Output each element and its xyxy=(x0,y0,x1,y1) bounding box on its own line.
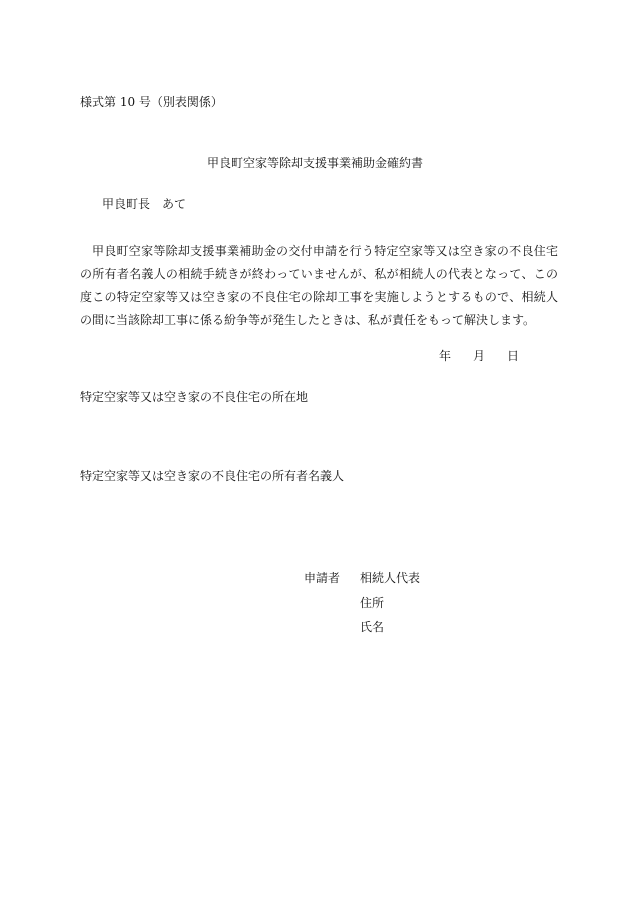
applicant-address-label: 住所 xyxy=(360,596,385,610)
date-line xyxy=(439,350,519,362)
property-location-label: 特定空家等又は空き家の不良住宅の所在地 xyxy=(80,390,309,404)
date-year: 年 xyxy=(439,349,452,363)
property-owner-label: 特定空家等又は空き家の不良住宅の所有者名義人 xyxy=(80,469,345,483)
body-paragraph: 甲良町空家等除却支援事業補助金の交付申請を行う特定空家等又は空き家の不良住宅の所有者名義人の相続手続きが終わっていませんが、私が相続人の代表となって、この度この特定空家等又は空き家の不良住宅の除却工事を実施しようとするもので、相続人の間に当該除却工事に係る紛争等が発生したときは、私が責任をもって解決します。 xyxy=(80,244,558,327)
applicant-role: 相続人代表 xyxy=(360,571,421,585)
date-day: 日 xyxy=(507,349,520,363)
addressee: 甲良町長 あて xyxy=(102,197,187,211)
applicant-label: 申請者 xyxy=(304,571,341,585)
date-month: 月 xyxy=(473,349,486,363)
applicant-name-label: 氏名 xyxy=(360,620,385,634)
document-title: 甲良町空家等除却支援事業補助金確約書 xyxy=(206,156,423,170)
form-number: 様式第 10 号（別表関係） xyxy=(80,95,223,109)
